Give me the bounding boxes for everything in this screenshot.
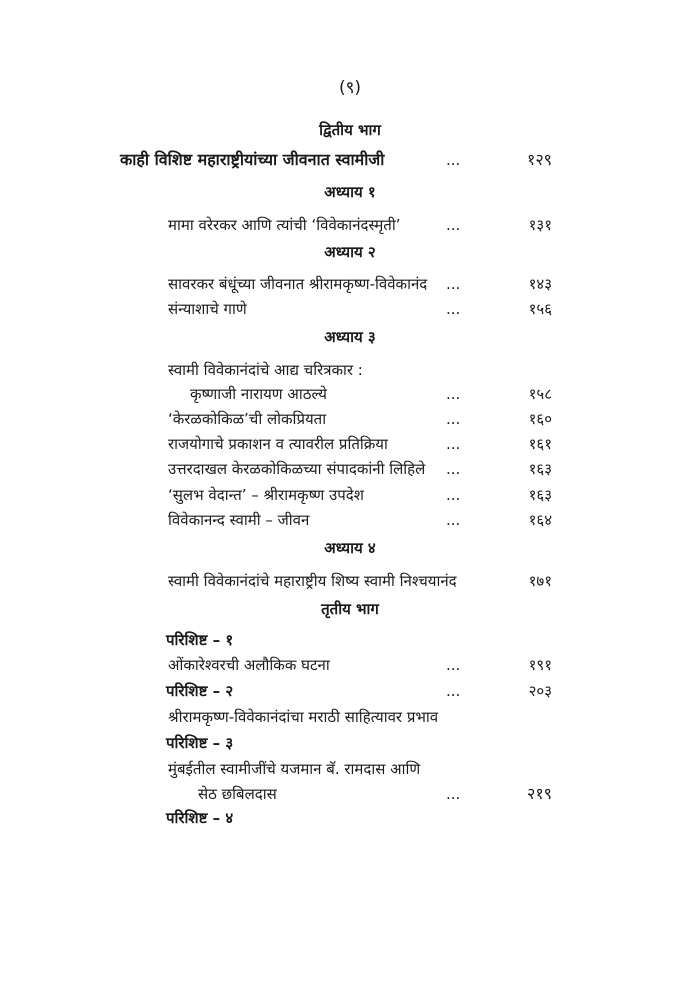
chapter-3-heading: अध्याय ३ bbox=[324, 328, 376, 346]
leader-dots: ... bbox=[446, 275, 461, 293]
page-ref: १६१ bbox=[528, 435, 552, 453]
toc-entry-continuation: कृष्णाजी नारायण आठल्ये bbox=[190, 385, 328, 403]
page-ref: २०३ bbox=[528, 682, 552, 700]
appendix-2-heading: परिशिष्ट – २ bbox=[166, 682, 234, 700]
toc-entry: मुंबईतील स्वामीजींचे यजमान बॅ. रामदास आणि bbox=[168, 760, 421, 778]
page-number: (९) bbox=[338, 78, 362, 98]
chapter-1-heading: अध्याय १ bbox=[324, 183, 376, 201]
leader-dots: ... bbox=[446, 385, 461, 403]
page-ref: १५६ bbox=[528, 300, 552, 318]
leader-dots: ... bbox=[446, 410, 461, 428]
appendix-1-heading: परिशिष्ट – १ bbox=[166, 631, 234, 649]
leader-dots: ... bbox=[446, 460, 461, 478]
appendix-4-heading: परिशिष्ट – ४ bbox=[166, 809, 234, 827]
page-ref: १६४ bbox=[528, 511, 552, 529]
page-ref: १९१ bbox=[528, 656, 552, 674]
leader-dots: ... bbox=[446, 682, 461, 700]
part-3-heading: तृतीय भाग bbox=[321, 600, 379, 618]
toc-entry: मामा वरेरकर आणि त्यांची ‘विवेकानंदस्मृती’ bbox=[168, 216, 401, 234]
page-ref: १५८ bbox=[528, 385, 552, 403]
page-ref: १६० bbox=[528, 410, 552, 428]
leader-dots: ... bbox=[446, 486, 461, 504]
page-ref: १७१ bbox=[528, 572, 552, 590]
toc-entry: स्वामी विवेकानंदांचे महाराष्ट्रीय शिष्य स्वामी निश्चयानंद bbox=[168, 572, 457, 590]
chapter-4-heading: अध्याय ४ bbox=[324, 539, 376, 557]
leader-dots: ... bbox=[446, 435, 461, 453]
leader-dots: ... bbox=[446, 151, 461, 169]
part-2-title: काही विशिष्ट महाराष्ट्रीयांच्या जीवनात स्वामीजी bbox=[120, 150, 385, 169]
chapter-2-heading: अध्याय २ bbox=[324, 243, 376, 261]
leader-dots: ... bbox=[446, 300, 461, 318]
appendix-3-heading: परिशिष्ट – ३ bbox=[166, 734, 234, 752]
leader-dots: ... bbox=[446, 656, 461, 674]
part-2-heading: द्वितीय भाग bbox=[319, 121, 381, 139]
toc-entry: ओंकारेश्वरची अलौकिक घटना bbox=[168, 656, 330, 674]
leader-dots: ... bbox=[446, 785, 461, 803]
toc-entry: विवेकानन्द स्वामी – जीवन bbox=[168, 511, 310, 529]
toc-entry: राजयोगाचे प्रकाशन व त्यावरील प्रतिक्रिया bbox=[168, 435, 388, 453]
page-ref: १३१ bbox=[528, 216, 552, 234]
toc-entry: संन्याशाचे गाणे bbox=[168, 300, 247, 318]
toc-entry: सावरकर बंधूंच्या जीवनात श्रीरामकृष्ण-विवेकानंद bbox=[168, 275, 428, 293]
leader-dots: ... bbox=[446, 216, 461, 234]
page-ref: १६३ bbox=[528, 486, 552, 504]
toc-entry: ‘केरळकोकिळ’ची लोकप्रियता bbox=[168, 410, 327, 428]
toc-entry: ‘सुलभ वेदान्त’ – श्रीरामकृष्ण उपदेश bbox=[168, 486, 364, 504]
toc-entry-continuation: सेठ छबिलदास bbox=[198, 785, 277, 803]
leader-dots: ... bbox=[446, 511, 461, 529]
page-ref: १२९ bbox=[527, 150, 552, 169]
page-ref: २१९ bbox=[527, 784, 552, 803]
page-ref: १४३ bbox=[528, 275, 552, 293]
toc-entry: श्रीरामकृष्ण-विवेकानंदांचा मराठी साहित्यावर प्रभाव bbox=[168, 708, 439, 726]
toc-entry: स्वामी विवेकानंदांचे आद्य चरित्रकार : bbox=[168, 361, 363, 379]
page-ref: १६३ bbox=[528, 460, 552, 478]
toc-entry: उत्तरदाखल केरळकोकिळच्या संपादकांनी लिहिले bbox=[168, 460, 426, 478]
